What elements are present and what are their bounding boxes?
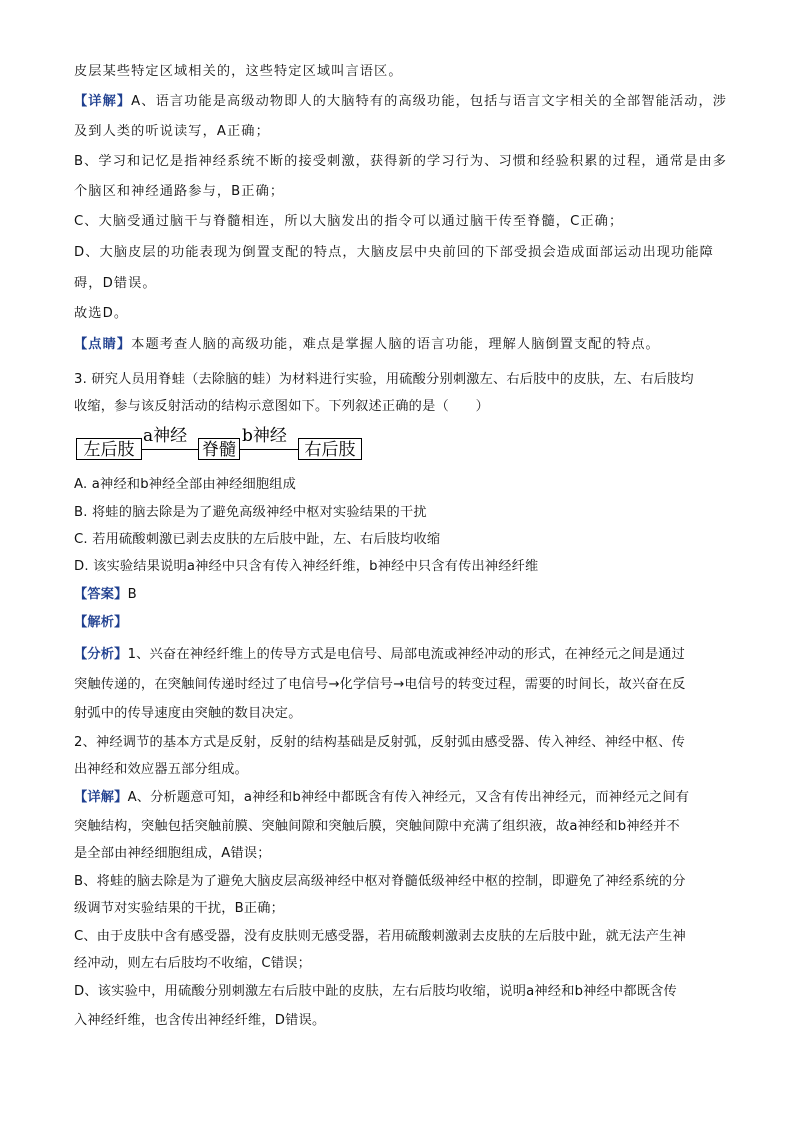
- text-line: [74, 92, 728, 112]
- text-line: [74, 503, 724, 523]
- text-line: [74, 704, 724, 724]
- line-text: 1、兴奋在神经纤维上的传导方式是电信号、局部电流或神经冲动的形式，在神经元之间是通过: [127, 647, 686, 662]
- text-line: [74, 304, 724, 324]
- text-line: [74, 335, 724, 355]
- spinal-cord-box: 脊髓: [198, 438, 240, 460]
- line-text: 本题考查人脑的高级功能，难点是掌握人脑的语言功能，理解人脑倒置支配的特点。: [131, 337, 660, 352]
- text-line: [74, 760, 724, 780]
- right-hindlimb-box: 右后肢: [298, 438, 362, 460]
- line-text: 出神经和效应器五部分组成。: [74, 762, 249, 777]
- left-hindlimb-box: 左后肢: [76, 438, 142, 460]
- line-text: 入神经纤维，也含传出神经纤维，D错误。: [74, 1013, 326, 1028]
- a-nerve-line: [142, 449, 198, 450]
- text-line: [74, 274, 724, 294]
- text-line: [74, 243, 724, 263]
- line-text: C、大脑受通过脑干与脊髓相连，所以大脑发出的指令可以通过脑干传至脊髓，C正确；: [74, 214, 624, 229]
- text-line: [74, 585, 724, 605]
- section-tag: 【详解】: [74, 790, 128, 805]
- section-tag: 【答案】: [74, 587, 128, 602]
- line-text: B. 将蛙的脑去除是为了避免高级神经中枢对实验结果的干扰: [74, 505, 427, 520]
- text-line: [74, 182, 724, 202]
- line-text: B: [127, 587, 137, 602]
- text-line: [74, 62, 724, 82]
- line-text: D、大脑皮层的功能表现为倒置支配的特点，大脑皮层中央前回的下部受损会造成面部运动出现功能障: [74, 245, 714, 260]
- line-text: 射弧中的传导速度由突触的数目决定。: [74, 706, 302, 721]
- line-text: 及到人类的听说读写，A正确；: [74, 124, 270, 139]
- line-text: 是全部由神经细胞组成，A错误；: [74, 846, 271, 861]
- text-line: [74, 817, 724, 837]
- text-line: [74, 122, 724, 142]
- text-line: [74, 212, 724, 232]
- section-tag: 【解析】: [74, 615, 128, 630]
- line-text: D. 该实验结果说明a神经中只含有传入神经纤维，b神经中只含有传出神经纤维: [74, 559, 539, 574]
- reflex-diagram: [76, 426, 376, 466]
- text-line: [74, 733, 724, 753]
- line-text: 3. 研究人员用脊蛙（去除脑的蛙）为材料进行实验，用硫酸分别刺激左、右后肢中的皮肤，左、右后肢均: [74, 372, 694, 387]
- line-text: 收缩，参与该反射活动的结构示意图如下。下列叙述正确的是（ ）: [74, 399, 490, 414]
- text-line: [74, 475, 724, 495]
- text-line: [74, 982, 724, 1002]
- b-nerve-label: b神经: [242, 426, 287, 446]
- line-text: A. a神经和b神经全部由神经细胞组成: [74, 477, 297, 492]
- line-text: 故选D。: [74, 306, 129, 321]
- text-line: [74, 844, 724, 864]
- section-tag: 【点睛】: [74, 337, 132, 352]
- text-line: [74, 899, 724, 919]
- text-line: [74, 675, 724, 695]
- line-text: B、将蛙的脑去除是为了避免大脑皮层高级神经中枢对脊髓低级神经中枢的控制，即避免了神经系统的分: [74, 874, 686, 889]
- line-text: 级调节对实验结果的干扰，B正确；: [74, 901, 285, 916]
- text-line: [74, 788, 724, 808]
- text-line: [74, 645, 724, 665]
- a-nerve-label: a神经: [143, 426, 188, 446]
- line-text: 2、神经调节的基本方式是反射，反射的结构基础是反射弧，反射弧由感受器、传入神经、神经中枢、传: [74, 735, 686, 750]
- line-text: 经冲动，则左右后肢均不收缩，C错误；: [74, 956, 311, 971]
- text-line: [74, 1011, 724, 1031]
- text-line: [74, 927, 724, 947]
- line-text: A、语言功能是高级动物即人的大脑特有的高级功能，包括与语言文字相关的全部智能活动，涉: [131, 94, 728, 109]
- line-text: 突触结构，突触包括突触前膜、突触间隙和突触后膜，突触间隙中充满了组织液，故a神经和b神经并不: [74, 819, 680, 834]
- line-text: C. 若用硫酸刺激已剥去皮肤的左后肢中趾，左、右后肢均收缩: [74, 532, 441, 547]
- text-line: [74, 530, 724, 550]
- line-text: 碍，D错误。: [74, 276, 157, 291]
- line-text: 突触传递的，在突触间传递时经过了电信号→化学信号→电信号的转变过程，需要的时间长，故兴奋在反: [74, 677, 686, 692]
- section-tag: 【分析】: [74, 647, 128, 662]
- line-text: A、分析题意可知，a神经和b神经中都既含有传入神经元，又含有传出神经元，而神经元之间有: [127, 790, 690, 805]
- b-nerve-line: [240, 449, 298, 450]
- text-line: [74, 370, 724, 390]
- line-text: B、学习和记忆是指神经系统不断的接受刺激，获得新的学习行为、习惯和经验积累的过程，通常是由多: [74, 154, 728, 169]
- text-line: [74, 613, 724, 633]
- text-line: [74, 557, 724, 577]
- line-text: 个脑区和神经通路参与，B正确；: [74, 184, 285, 199]
- line-text: 皮层某些特定区域相关的，这些特定区域叫言语区。: [74, 64, 403, 79]
- line-text: C、由于皮肤中含有感受器，没有皮肤则无感受器，若用硫酸刺激剥去皮肤的左后肢中趾，就无法产生神: [74, 929, 686, 944]
- section-tag: 【详解】: [74, 94, 132, 109]
- line-text: D、该实验中，用硫酸分别刺激左右后肢中趾的皮肤，左右后肢均收缩，说明a神经和b神经中都既含传: [74, 984, 677, 999]
- text-line: [74, 872, 724, 892]
- text-line: [74, 397, 724, 417]
- text-line: [74, 954, 724, 974]
- text-line: [74, 152, 728, 172]
